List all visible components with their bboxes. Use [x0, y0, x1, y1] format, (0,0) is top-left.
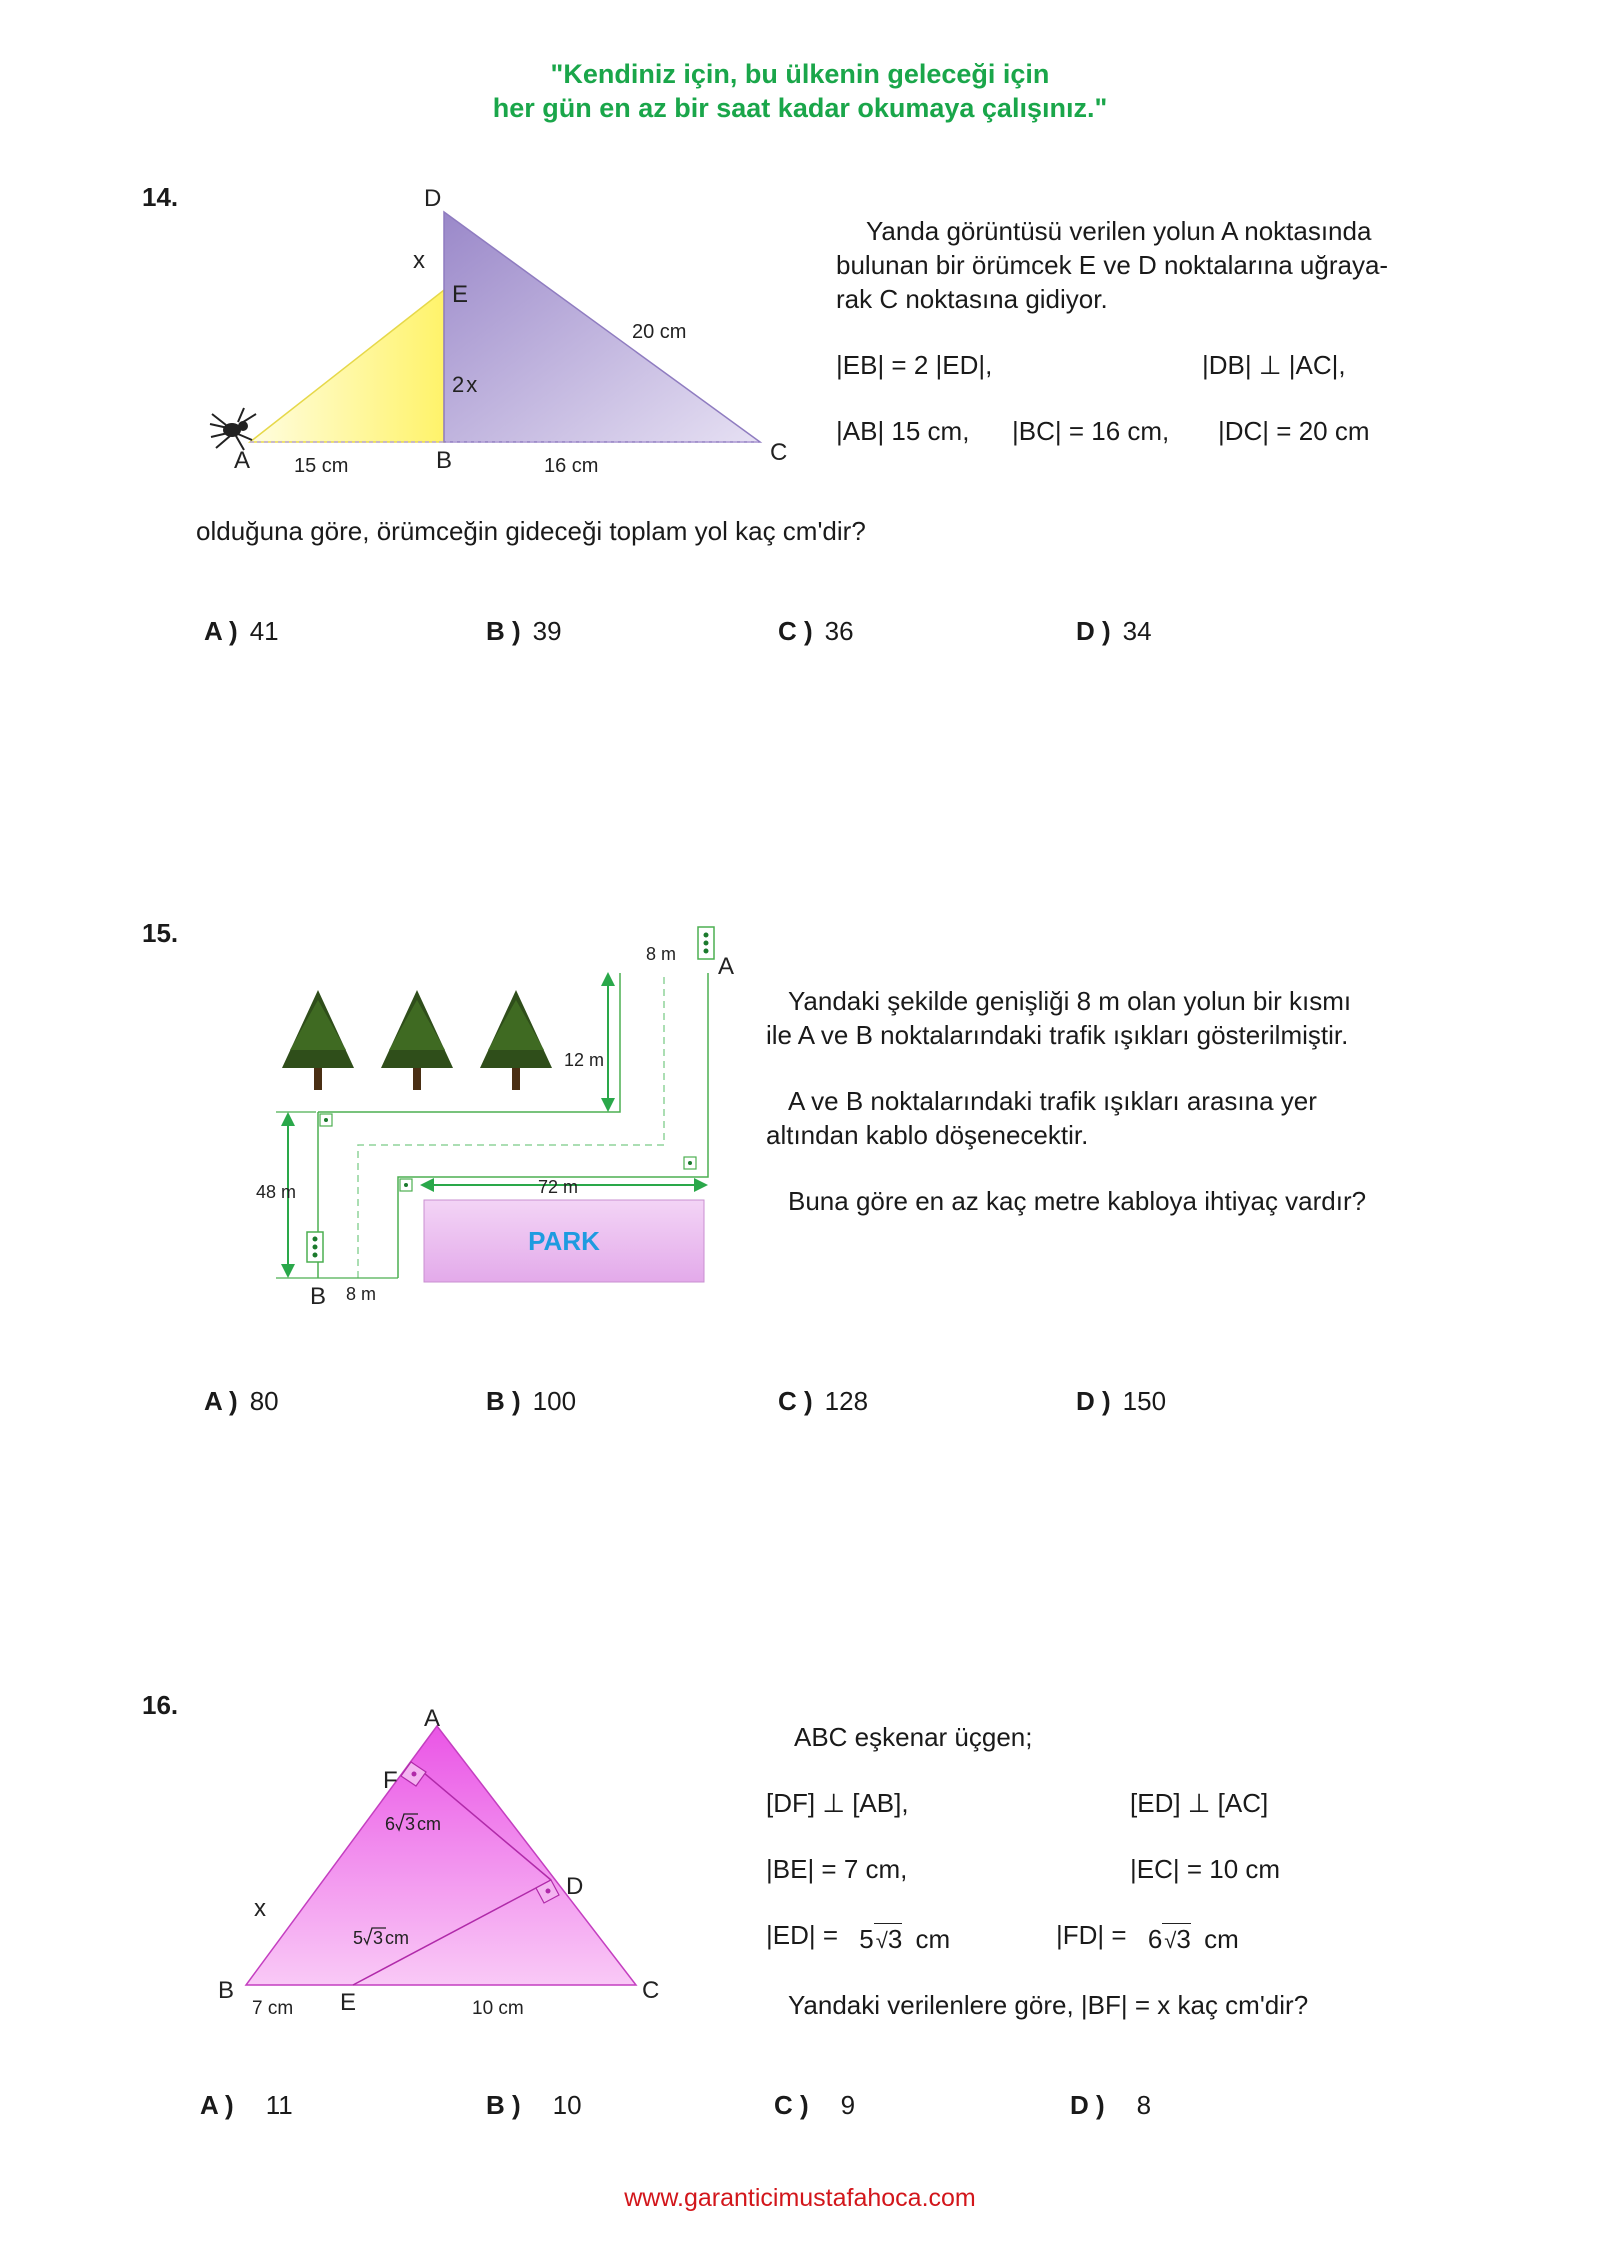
q16-option-a[interactable]: A ) 11 [200, 2090, 293, 2120]
label-dc-length: 20 cm [632, 321, 687, 343]
motto-line-1: "Kendiniz için, bu ülkenin geleceği için [550, 59, 1050, 89]
traffic-light-b-icon [307, 1232, 323, 1262]
spider-icon [210, 408, 256, 450]
q15-text-line-1: Yandaki şekilde genişliği 8 m olan yolun bir kısmı [788, 986, 1352, 1016]
q16-condition-be: |BE| = 7 cm, [766, 1854, 908, 1884]
q16-condition-ec: |EC| = 10 cm [1130, 1854, 1281, 1884]
q15-text-line-2: ile A ve B noktalarındaki trafik ışıkları gösterilmiştir. [766, 1020, 1349, 1050]
label-a: A [718, 953, 735, 980]
label-ec-length: 10 cm [472, 1998, 524, 2019]
label-c: C [770, 439, 788, 466]
q16-condition-ed-ac: [ED] ⊥ [AC] [1130, 1788, 1269, 1818]
motto-line-2: her gün en az bir saat kadar okumaya çalışınız." [492, 93, 1108, 123]
label-a: A [234, 447, 251, 474]
tree-icon [282, 990, 354, 1090]
label-fd-rad: 3 [405, 1814, 416, 1834]
q15-text-line-3: A ve B noktalarındaki trafik ışıkları arasına yer [788, 1086, 1317, 1116]
label-fd-unit: cm [417, 1814, 441, 1834]
q14-option-a[interactable]: A ) 41 [204, 616, 279, 646]
q16-option-b[interactable]: B ) 10 [486, 2090, 582, 2120]
label-d: D [424, 185, 442, 212]
q15-option-d[interactable]: D ) 150 [1076, 1386, 1167, 1416]
q16-question: Yandaki verilenlere göre, |BF| = x kaç cm'dir? [788, 1990, 1309, 2020]
park-label: PARK [528, 1226, 600, 1256]
label-a: A [424, 1705, 441, 1732]
q15-option-c[interactable]: C ) 128 [778, 1386, 869, 1416]
q14-figure [190, 170, 810, 490]
label-e: E [452, 281, 469, 308]
q14-text-line-2: bulunan bir örümcek E ve D noktalarına uğraya- [836, 250, 1389, 280]
road-outer-top-edge [318, 973, 620, 1112]
q15-text-line-4: altından kablo döşenecektir. [766, 1120, 1089, 1150]
question-16-number: 16. [142, 1690, 179, 1720]
label-12m: 12 m [564, 1050, 605, 1070]
label-e: E [340, 1989, 357, 2016]
question-15-number: 15. [142, 918, 179, 948]
q16-option-c[interactable]: C ) 9 [774, 2090, 856, 2120]
label-72m: 72 m [538, 1177, 579, 1197]
q16-text-line-1: ABC eşkenar üçgen; [794, 1722, 1033, 1752]
label-top-width: 8 m [646, 944, 677, 964]
q14-text-line-3: rak C noktasına gidiyor. [836, 284, 1108, 314]
label-b: B [218, 1977, 235, 2004]
label-bc-length: 16 cm [544, 455, 599, 477]
label-ed-unit: cm [385, 1928, 409, 1948]
q14-condition-bc: |BC| = 16 cm, [1012, 416, 1170, 446]
q14-condition-ab: |AB| 15 cm, [836, 416, 970, 446]
label-2x: 2x [452, 372, 480, 397]
triangle-abc [246, 1726, 636, 1985]
label-c: C [642, 1977, 660, 2004]
q14-option-c[interactable]: C ) 36 [778, 616, 854, 646]
label-x: x [413, 247, 425, 274]
q14-condition-dc: |DC| = 20 cm [1218, 416, 1370, 446]
label-be-length: 7 cm [252, 1998, 294, 2019]
q15-option-a[interactable]: A ) 80 [204, 1386, 279, 1416]
label-ed-rad: 3 [373, 1928, 384, 1948]
label-f: F [383, 1767, 398, 1794]
yellow-triangle-abe [250, 290, 444, 442]
q16-option-d[interactable]: D ) 8 [1070, 2090, 1152, 2120]
label-d: D [566, 1873, 584, 1900]
label-b: B [310, 1283, 327, 1310]
label-ab-length: 15 cm [294, 455, 349, 477]
label-x: x [254, 1895, 266, 1922]
q16-figure [210, 1690, 680, 2030]
q16-condition-fd-length: |FD| = 6√3 cm [1056, 1920, 1239, 1954]
label-ed-coef: 5 [353, 1928, 364, 1948]
q14-question: olduğuna göre, örümceğin gideceği toplam yol kaç cm'dir? [196, 516, 866, 546]
label-b: B [436, 447, 453, 474]
q14-condition-eb-ed: |EB| = 2 |ED|, [836, 350, 993, 380]
q15-figure [250, 920, 750, 1310]
q15-question: Buna göre en az kaç metre kabloya ihtiyaç vardır? [788, 1186, 1367, 1216]
q14-condition-db-ac: |DB| ⊥ |AC|, [1202, 350, 1346, 380]
q14-option-b[interactable]: B ) 39 [486, 616, 562, 646]
traffic-light-a-icon [698, 927, 714, 959]
label-48m: 48 m [256, 1182, 297, 1202]
question-14-number: 14. [142, 182, 179, 212]
tree-icon [480, 990, 552, 1090]
label-fd-coef: 6 [385, 1814, 396, 1834]
q16-condition-df-ab: [DF] ⊥ [AB], [766, 1788, 909, 1818]
tree-icon [381, 990, 453, 1090]
purple-triangle-dbc [444, 212, 760, 442]
q16-condition-ed-length: |ED| = 5√3 cm [766, 1920, 951, 1954]
label-bottom-width: 8 m [346, 1284, 377, 1304]
q15-option-b[interactable]: B ) 100 [486, 1386, 577, 1416]
q14-option-d[interactable]: D ) 34 [1076, 616, 1152, 646]
q14-text-line-1: Yanda görüntüsü verilen yolun A noktasında [866, 216, 1372, 246]
footer-website-link[interactable]: www.garanticimustafahoca.com [624, 2184, 976, 2212]
